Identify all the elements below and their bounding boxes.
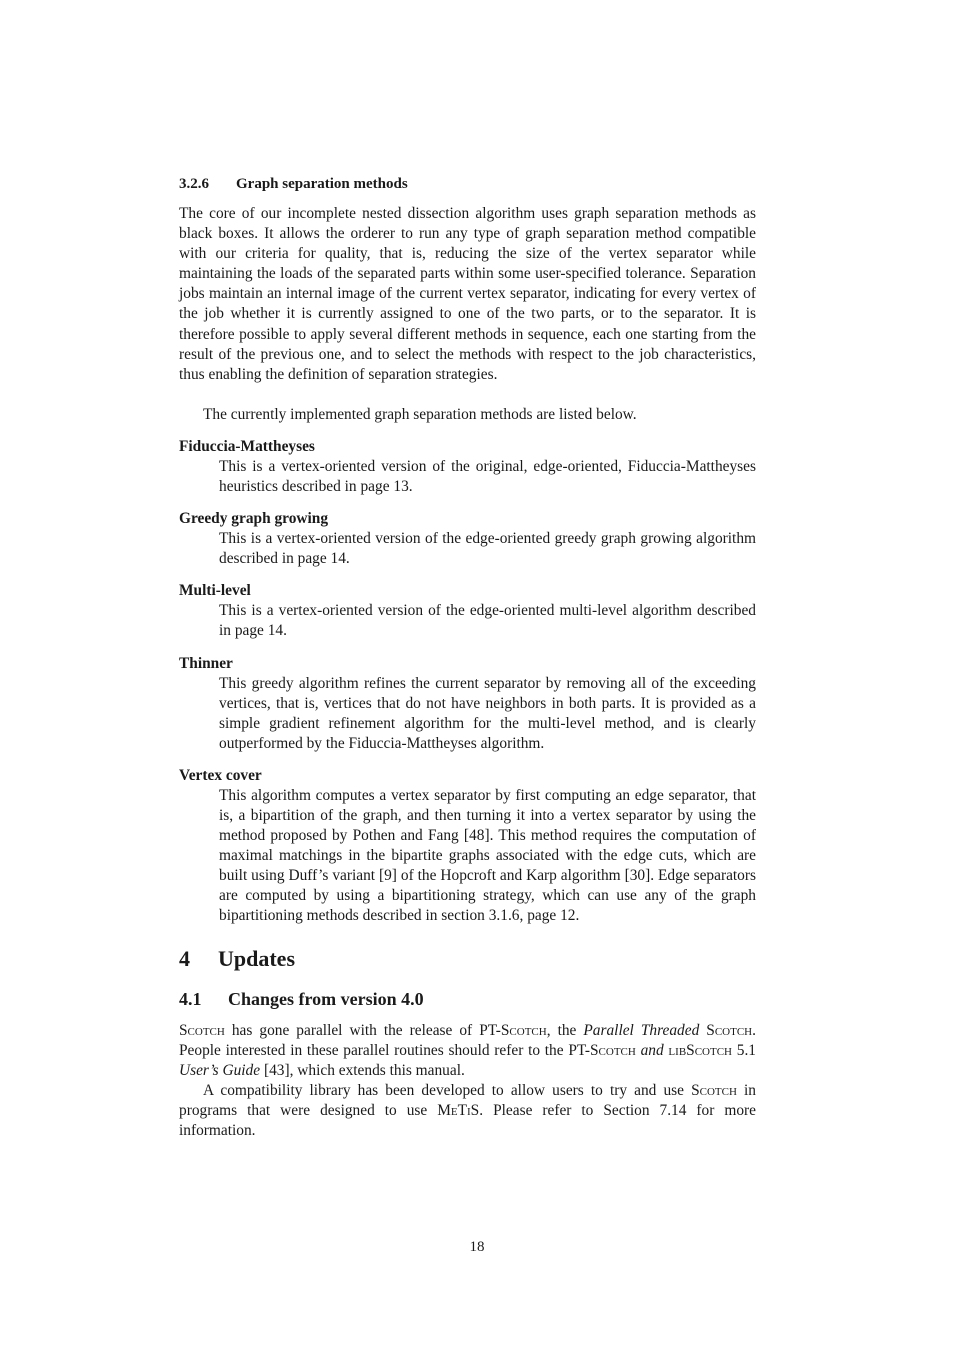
subsection-number: 3.2.6 xyxy=(179,176,209,192)
method-term: Fiduccia-Mattheyses xyxy=(179,437,315,455)
text-run: 5.1 xyxy=(732,1041,756,1059)
metis-name: MeTiS xyxy=(437,1101,480,1119)
method-term: Thinner xyxy=(179,654,233,672)
methods-list xyxy=(179,437,756,927)
list-item xyxy=(179,581,756,641)
method-description: This is a vertex-oriented version of the edge-oriented multi-level algorithm described in page 14. xyxy=(219,602,756,640)
subsection-title: Graph separation methods xyxy=(236,176,408,192)
method-description: This is a vertex-oriented version of the edge-oriented greedy graph growing algorithm described in page 14. xyxy=(219,530,756,568)
subsection2-number: 4.1 xyxy=(179,988,202,1009)
method-description: This is a vertex-oriented version of the original, edge-oriented, Fiduccia-Mattheyses heuristics described in page 13. xyxy=(219,457,756,496)
page-number: 18 xyxy=(469,1239,485,1255)
list-intro: The currently implemented graph separation methods are listed below. xyxy=(203,405,637,423)
updates-paragraph-1 xyxy=(179,1021,756,1081)
method-term: Multi-level xyxy=(179,582,251,600)
scotch-name: Scotch xyxy=(686,1041,732,1059)
subsection2-title: Changes from version 4.0 xyxy=(228,988,424,1009)
method-description: This algorithm computes a vertex separator by first computing an edge separator, that is, a bipartition of the graph, and then turning it into a vertex separator by using the method proposed by Pothen and Fang [48]. This method requires the computation of maximal matchings in the bipartite graphs associated with the edge cuts, which are built using Duff’s variant [9] of the Hopcroft and Karp algorithm [30]. Edge separators are computed by using a bipartitioning strategy, which can use any of the graph bipartitioning methods described in section 3.1.6, page 12. xyxy=(219,786,756,925)
scotch-name: Scotch xyxy=(691,1081,737,1099)
lib-prefix: lib xyxy=(663,1041,687,1059)
list-item xyxy=(179,437,756,497)
section-number: 4 xyxy=(179,945,190,971)
scotch-name: Scotch xyxy=(590,1041,636,1059)
list-item xyxy=(179,654,756,754)
scotch-name: Scotch xyxy=(500,1021,547,1039)
list-item xyxy=(179,766,756,927)
list-item xyxy=(179,509,756,569)
text-run: . Please refer to Section 7.14 for more information. xyxy=(179,1101,756,1139)
italic-text: Parallel Threaded xyxy=(583,1021,700,1039)
section-title: Updates xyxy=(218,945,296,971)
updates-paragraph-2 xyxy=(179,1081,756,1141)
scotch-name: Scotch xyxy=(706,1021,753,1039)
text-run: , the xyxy=(546,1021,584,1039)
subsection2-heading xyxy=(179,987,756,1011)
method-description: This greedy algorithm refines the current separator by removing all of the exceeding vertices, that is, vertices that do not have neighbors in both parts. It is provided as a simple gradient refinement algorithm for the multi-level method, and is clearly outperformed by the Fiduccia-Mattheyses algorithm. xyxy=(219,674,756,752)
text-run: . People interested in these parallel routines should refer to the PT- xyxy=(179,1021,756,1059)
intro-paragraph: The core of our incomplete nested dissection algorithm uses graph separation methods as black boxes. It allows the orderer to run any type of graph separation method compatible with our criteria for quality, that is, reducing the size of the vertex separator while maintaining the loads of the separated parts within some user-specified tolerance. Separation jobs maintain an internal image of the current vertex separator, indicating for every vertex of the job whether it is currently assigned to one of the two parts, or to the separator. It is therefore possible to apply several different methods in sequence, each one starting from the result of the previous one, and to select the methods with respect to the job characteristics, thus enabling the definition of separation strategies. xyxy=(179,205,756,383)
page-content xyxy=(179,174,756,1141)
scotch-name: Scotch xyxy=(179,1021,225,1039)
text-run: [43], which extends this manual. xyxy=(260,1061,465,1079)
method-term: Vertex cover xyxy=(179,766,262,784)
italic-text: User’s Guide xyxy=(179,1061,261,1079)
text-run: has gone parallel with the release of PT- xyxy=(224,1021,501,1039)
text-run: A compatibility library has been developed to allow users to try and use xyxy=(203,1081,692,1099)
text-run: in programs that were designed to use xyxy=(179,1081,756,1119)
section-heading xyxy=(179,945,756,973)
italic-text: and xyxy=(640,1041,664,1059)
subsection-heading xyxy=(179,174,756,194)
method-term: Greedy graph growing xyxy=(179,510,329,528)
